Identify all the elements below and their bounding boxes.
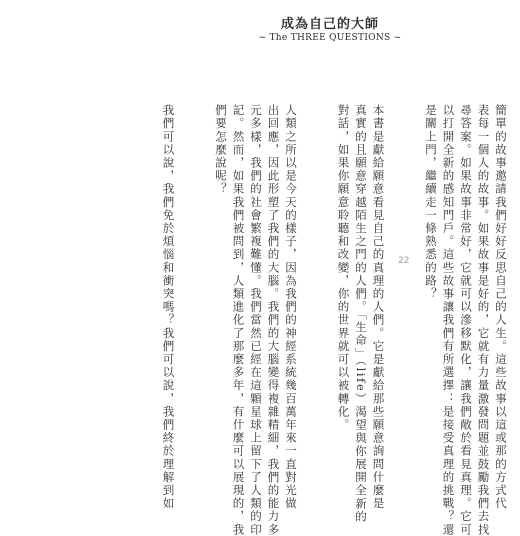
paragraph-3: 人類之所以是今天的樣子，因為我們的神經系統幾百萬年來一直對光做 出回應，因此形塑了我們的大腦。我們的大腦變得複雜精細，我們的能力多 元多樣，我們的社會繁複難懂。我們當然已經在這顆星球上留下了人類的印 記。然而，如果我們被問到，人類進化了那麼多年，有什麼可以展現的，我 們要怎麼說呢？	[214, 104, 298, 536]
paragraph-1: 簡單的故事邀請我們好好反思自己的人生。這些故事以這或那的方式代 表每一個人的故事。如果故事是好的，它就有力量激發問題並鼓勵我們去找 尋答案。如果故事非常好，它就可以滲移默化，讓我們敞於看見真理。它可 以打開全新的感知門戶。這些故事讓我們有所選擇：是接受真理的挑戰？還 是關上門，繼續走一條熟悉的路？	[424, 104, 508, 536]
page-number: 22	[398, 256, 410, 266]
body-text	[124, 104, 520, 536]
paragraph-2: 本書是獻給願意看見自己的真理的人們。它是獻給那些願意詢問什麼是 真實的且願意穿越陌生之門的人們。「生命」（life）渴望與你展開全新的 對話，如果你願意聆聽和改變，你的世界就可以被轉化。	[336, 104, 386, 524]
running-header	[215, 18, 445, 43]
book-title: 成為自己的大師	[280, 17, 379, 32]
paragraph-4: 我們可以說，我們免於煩惱和衝突嗎？我們可以說，我們終於理解到如	[161, 104, 176, 511]
book-subtitle: ~ The THREE QUESTIONS ~	[258, 32, 402, 43]
